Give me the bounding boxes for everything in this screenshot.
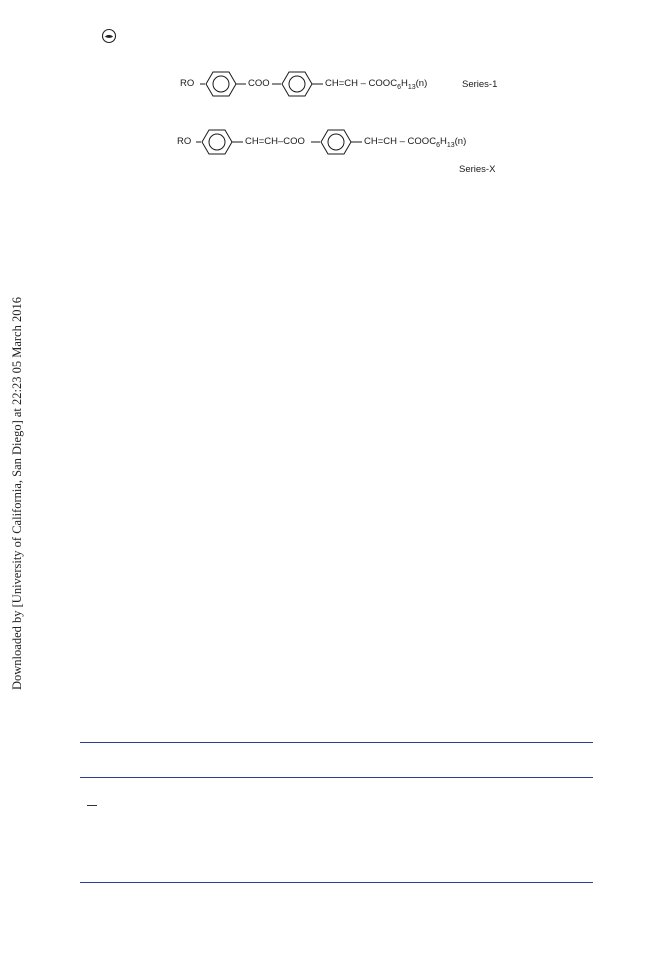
structure-1-sub-carbon: 6	[397, 84, 401, 91]
series-x-label: Series-X	[459, 164, 496, 175]
structure-1-tail-ester: CH=CH – COOC	[325, 78, 398, 89]
structure-2-linker: CH=CH–COO	[245, 136, 305, 147]
structure-1-tail	[325, 78, 427, 94]
structure-2-tail	[364, 136, 466, 152]
download-notice: Downloaded by [University of California, San Diego] at 22:23 05 March 2016	[10, 297, 24, 690]
structure-1-tail-h: H	[400, 78, 408, 89]
footnote-dash	[87, 805, 97, 806]
divider-rule-middle	[80, 777, 593, 778]
structure-2-sub-carbon: 6	[436, 142, 440, 149]
structure-1-sub-hydrogen: 13	[407, 84, 416, 91]
benzene-ring-inner	[328, 134, 344, 150]
structure-1-prefix: RO	[180, 78, 195, 89]
chemical-scheme	[0, 0, 672, 200]
structure-2-tail-h: H	[439, 136, 447, 147]
structure-2-sub-hydrogen: 13	[446, 142, 455, 149]
benzene-ring-inner	[289, 76, 305, 92]
structure-1-tail-suffix: (n)	[415, 78, 428, 89]
divider-rule-top	[80, 742, 593, 743]
structure-1-linker: COO	[248, 78, 270, 89]
structure-2-prefix: RO	[177, 136, 192, 147]
structure-2-tail-ester: CH=CH – COOC	[364, 136, 437, 147]
benzene-ring-inner	[209, 134, 225, 150]
benzene-ring-inner	[213, 76, 229, 92]
series-1-label: Series-1	[462, 79, 498, 90]
divider-rule-bottom	[80, 882, 593, 883]
structure-2-tail-suffix: (n)	[454, 136, 467, 147]
